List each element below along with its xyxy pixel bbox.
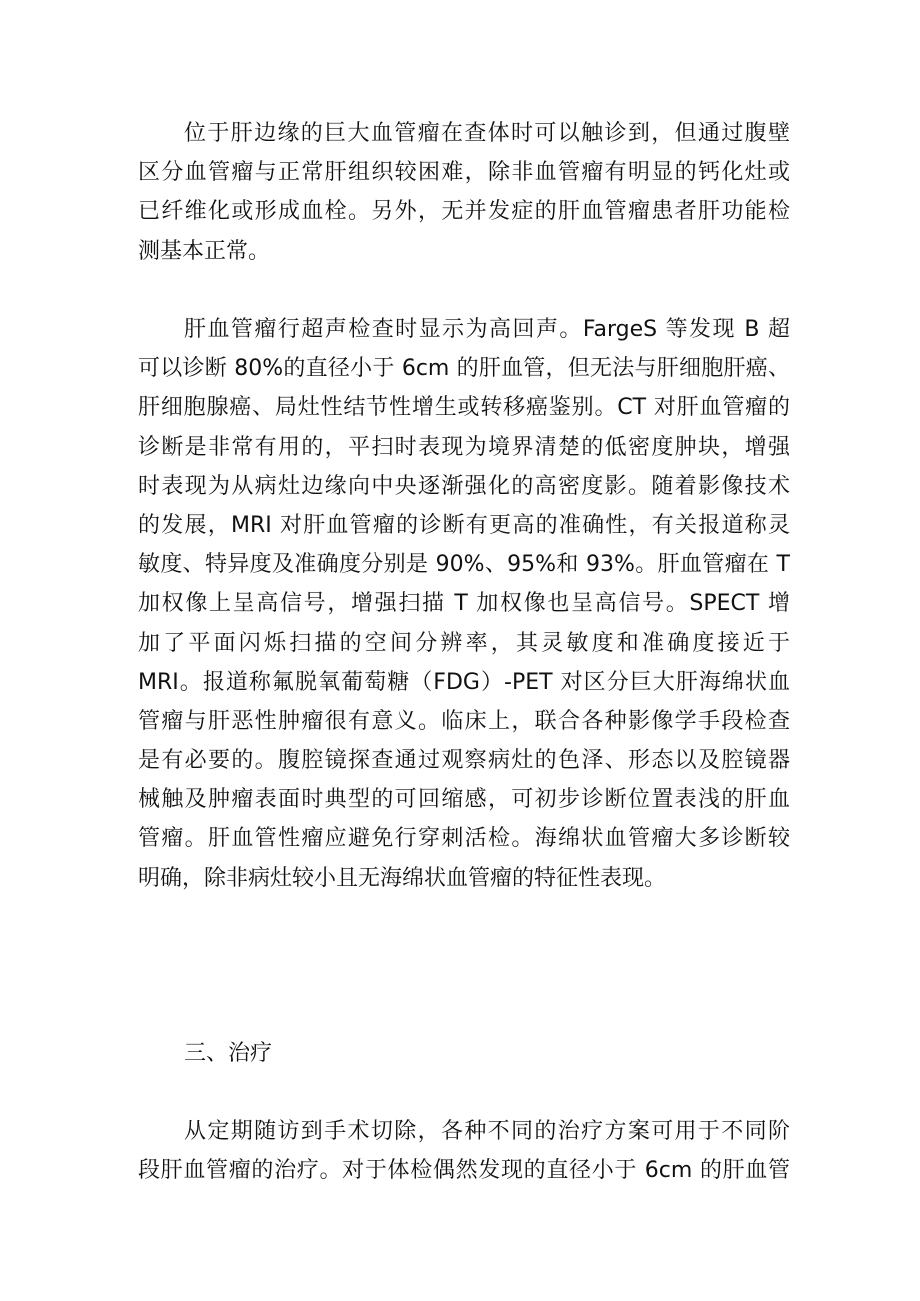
text-line: MRI。报道称氟脱氧葡萄糖（FDG）-PET 对区分巨大肝海绵状血: [138, 669, 790, 695]
text-line: 从定期随访到手术切除，各种不同的治疗方案可用于不同阶: [184, 1119, 790, 1144]
text-line: 已纤维化或形成血栓。另外，无并发症的肝血管瘤患者肝功能检: [138, 199, 790, 225]
text-line: 测基本正常。: [138, 238, 271, 264]
text-line: 的发展，MRI 对肝血管瘤的诊断有更高的准确性，有关报道称灵: [138, 512, 790, 538]
section-heading: 三、治疗: [184, 1041, 273, 1066]
text-line: 肝细胞腺癌、局灶性结节性增生或转移癌鉴别。CT 对肝血管瘤的: [138, 395, 790, 421]
text-line: 区分血管瘤与正常肝组织较困难，除非血管瘤有明显的钙化灶或: [138, 160, 790, 186]
text-line: 诊断是非常有用的，平扫时表现为境界清楚的低密度肿块，增强: [138, 434, 790, 460]
text-line: 是有必要的。腹腔镜探查通过观察病灶的色泽、形态以及腔镜器: [138, 748, 790, 774]
text-line: 管瘤。肝血管性瘤应避免行穿刺活检。海绵状血管瘤大多诊断较: [138, 826, 790, 852]
paragraph-imaging: [138, 310, 790, 898]
text-line: 肝血管瘤行超声检查时显示为高回声。FargeS 等发现 B 超: [184, 317, 790, 342]
text-line: 加了平面闪烁扫描的空间分辨率，其灵敏度和准确度接近于: [138, 630, 790, 656]
text-line: 敏度、特异度及准确度分别是 90%、95%和 93%。肝血管瘤在 T: [138, 552, 790, 578]
text-line: 时表现为从病灶边缘向中央逐渐强化的高密度影。随着影像技术: [138, 473, 790, 499]
paragraph-treatment: [138, 1112, 790, 1190]
text-line: 段肝血管瘤的治疗。对于体检偶然发现的直径小于 6cm 的肝血管: [138, 1158, 790, 1184]
paragraph-clinical-exam: [138, 114, 790, 271]
text-line: 管瘤与肝恶性肿瘤很有意义。临床上，联合各种影像学手段检查: [138, 708, 790, 734]
text-line: 加权像上呈高信号，增强扫描 T 加权像也呈高信号。SPECT 增: [138, 591, 790, 617]
text-line: 位于肝边缘的巨大血管瘤在查体时可以触诊到，但通过腹壁: [184, 121, 790, 146]
text-line: 可以诊断 80%的直径小于 6cm 的肝血管，但无法与肝细胞肝癌、: [138, 356, 790, 382]
section-heading-treatment: [138, 1034, 790, 1073]
text-line: 明确，除非病灶较小且无海绵状血管瘤的特征性表现。: [138, 865, 667, 891]
text-line: 械触及肿瘤表面时典型的可回缩感，可初步诊断位置表浅的肝血: [138, 787, 790, 813]
